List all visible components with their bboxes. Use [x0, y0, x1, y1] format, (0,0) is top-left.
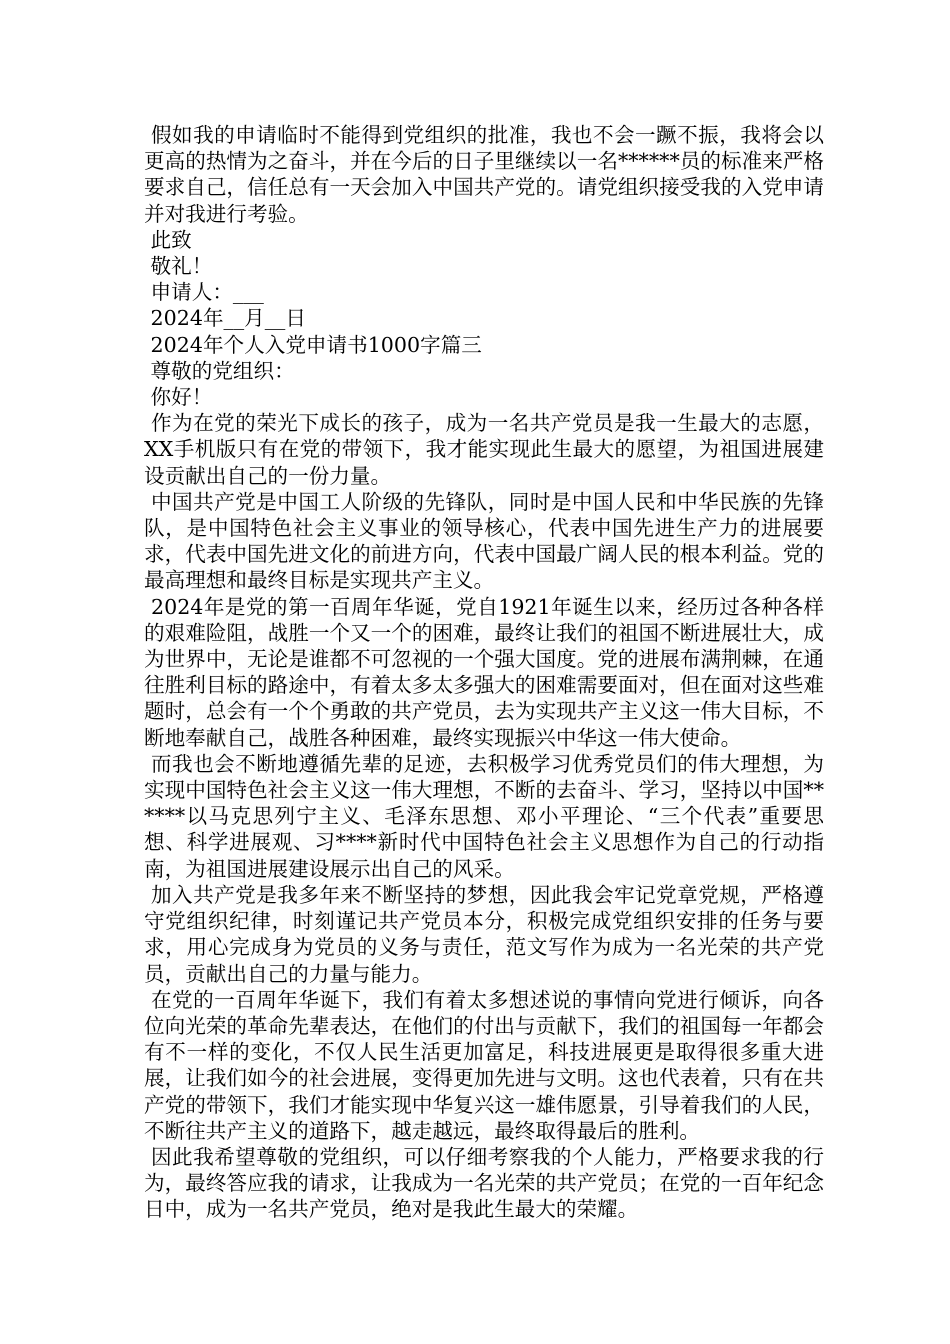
paragraph-aspiration: 作为在党的荣光下成长的孩子，成为一名共产党员是我一生最大的志愿，XX手机版只有在党的带领下，我才能实现此生最大的愿望，为祖国进展建设贡献出自己的一份力量。	[144, 411, 824, 488]
paragraph-centenary-reflection: 在党的一百周年华诞下，我们有着太多想述说的事情向党进行倾诉，向各位向光荣的革命先辈表达，在他们的付出与贡献下，我们的祖国每一年都会有不一样的变化，不仅人民生活更加富足，科技进展更是取得很多重大进展，让我们如今的社会进展，变得更加先进与文明。这也代表着，只有在共产党的带领下，我们才能实现中华复兴这一雄伟愿景，引导着我们的人民，不断往共产主义的道路下，越走越远，最终取得最后的胜利。	[144, 987, 824, 1143]
greeting-address: 尊敬的党组织：	[144, 358, 295, 383]
section-heading: 2024年个人入党申请书1000字篇三	[144, 332, 482, 357]
applicant-signature-line: 申请人：___	[144, 280, 264, 305]
date-line: 2024年__月__日	[144, 306, 306, 331]
paragraph-party-nature: 中国共产党是中国工人阶级的先锋队，同时是中国人民和中华民族的先锋队，是中国特色社会主义事业的领导核心，代表中国先进生产力的进展要求，代表中国先进文化的前进方向，代表中国最广阔人民的根本利益。党的最高理想和最终目标是实现共产主义。	[144, 489, 824, 593]
closing-salutation: 此致	[144, 227, 192, 252]
paragraph-application-conclusion: 假如我的申请临时不能得到党组织的批准，我也不会一蹶不振，我将会以更高的热情为之奋斗，并在今后的日子里继续以一名******员的标准来严格要求自己，信任总有一天会加入中国共产党的。请党组织接受我的入党申请并对我进行考验。	[144, 123, 824, 226]
paragraph-follow-predecessors: 而我也会不断地遵循先辈的足迹，去积极学习优秀党员们的伟大理想，为实现中国特色社会主义这一伟大理想，不断的去奋斗、学习，坚持以中国******以马克思列宁主义、毛泽东思想、邓小平理论、“三个代表”重要思想、科学进展观、习****新时代中国特色社会主义思想作为自己的行动指南，为祖国进展建设展示出自己的风采。	[144, 751, 824, 881]
paragraph-centenary-history: 2024年是党的第一百周年华诞，党自1921年诞生以来，经历过各种各样的艰难险阻，战胜一个又一个的困难，最终让我们的祖国不断进展壮大，成为世界中，无论是谁都不可忽视的一个强大国度。党的进展布满荆棘，在通往胜利目标的路途中，有着太多太多强大的困难需要面对，但在面对这些难题时，总会有一个个勇敢的共产党员，去为实现共产主义这一伟大目标，不断地奉献自己，战胜各种困难，最终实现振兴中华这一伟大使命。	[144, 594, 824, 750]
greeting-hello: 你好！	[144, 385, 213, 410]
closing-respects: 敬礼！	[144, 254, 213, 279]
paragraph-commitment: 加入共产党是我多年来不断坚持的梦想，因此我会牢记党章党规，严格遵守党组织纪律，时刻谨记共产党员本分，积极完成党组织安排的任务与要求，用心完成身为党员的义务与责任，范文写作为成为一名光荣的共产党员，贡献出自己的力量与能力。	[144, 882, 824, 986]
document-page	[144, 122, 824, 1223]
paragraph-final-request: 因此我希望尊敬的党组织，可以仔细考察我的个人能力，严格要求我的行为，最终答应我的请求，让我成为一名光荣的共产党员；在党的一百年纪念日中，成为一名共产党员，绝对是我此生最大的荣耀。	[144, 1144, 824, 1222]
